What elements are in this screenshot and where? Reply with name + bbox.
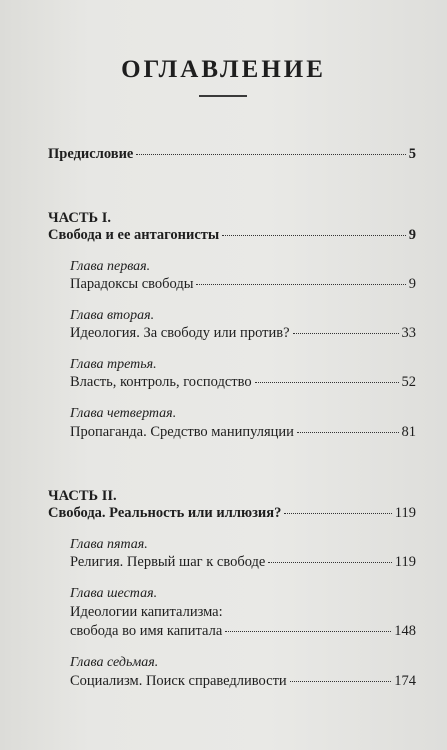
dot-leader: [293, 333, 399, 334]
chapter-1-title: Парадоксы свободы: [70, 276, 194, 292]
dot-leader: [136, 154, 405, 155]
page-number: 81: [401, 424, 416, 440]
page-number: 5: [408, 146, 416, 162]
toc-entry-preface[interactable]: [48, 146, 416, 163]
toc-entry-chapter-1[interactable]: [70, 276, 416, 293]
chapter-3-label: Глава третья.: [70, 357, 157, 372]
toc-entry-chapter-3[interactable]: [70, 374, 416, 391]
toc-entry-part-2[interactable]: [48, 505, 416, 522]
chapter-7-label: Глава седьмая.: [70, 655, 159, 670]
chapter-4-title: Пропаганда. Средство манипуляции: [70, 424, 294, 440]
page-number: 174: [394, 673, 416, 689]
chapter-5-label: Глава пятая.: [70, 537, 148, 552]
dot-leader: [268, 562, 391, 563]
page-number: 119: [394, 505, 416, 521]
dot-leader: [290, 681, 392, 682]
toc-entry-chapter-4[interactable]: [70, 424, 416, 441]
dot-leader: [297, 432, 399, 433]
page-number: 33: [401, 325, 416, 341]
part-2-title: Свобода. Реальность или иллюзия?: [48, 505, 282, 521]
toc-entry-chapter-5[interactable]: [70, 554, 416, 571]
page-number: 119: [394, 554, 416, 570]
page-number: 52: [401, 374, 416, 390]
chapter-4-label: Глава четвертая.: [70, 406, 177, 421]
dot-leader: [225, 631, 391, 632]
preface-label: Предисловие: [48, 146, 134, 162]
dot-leader: [196, 284, 405, 285]
chapter-3-title: Власть, контроль, господство: [70, 374, 252, 390]
title-underline: [199, 95, 247, 97]
dot-leader: [222, 235, 406, 236]
chapter-7-title: Социализм. Поиск справедливости: [70, 673, 287, 689]
dot-leader: [284, 513, 391, 514]
toc-entry-part-1[interactable]: [48, 227, 416, 244]
chapter-2-title: Идеология. За свободу или против?: [70, 325, 290, 341]
toc-entry-chapter-2[interactable]: [70, 325, 416, 342]
chapter-2-label: Глава вторая.: [70, 308, 155, 323]
chapter-6-title: свобода во имя капитала: [70, 623, 223, 639]
page-number: 9: [408, 227, 416, 243]
chapter-6-label: Глава шестая.: [70, 586, 158, 601]
page-number: 9: [408, 276, 416, 292]
toc-title: ОГЛАВЛЕНИЕ: [121, 56, 326, 83]
part-1-label: ЧАСТЬ I.: [48, 210, 112, 226]
chapter-1-label: Глава первая.: [70, 259, 151, 274]
part-2-label: ЧАСТЬ II.: [48, 488, 117, 504]
chapter-6-title-line1: Идеологии капитализма:: [70, 604, 223, 620]
part-1-title: Свобода и ее антагонисты: [48, 227, 220, 243]
page-number: 148: [394, 623, 416, 639]
toc-entry-chapter-6[interactable]: [70, 623, 416, 640]
toc-entry-chapter-7[interactable]: [70, 673, 416, 690]
dot-leader: [255, 382, 399, 383]
chapter-5-title: Религия. Первый шаг к свободе: [70, 554, 266, 570]
